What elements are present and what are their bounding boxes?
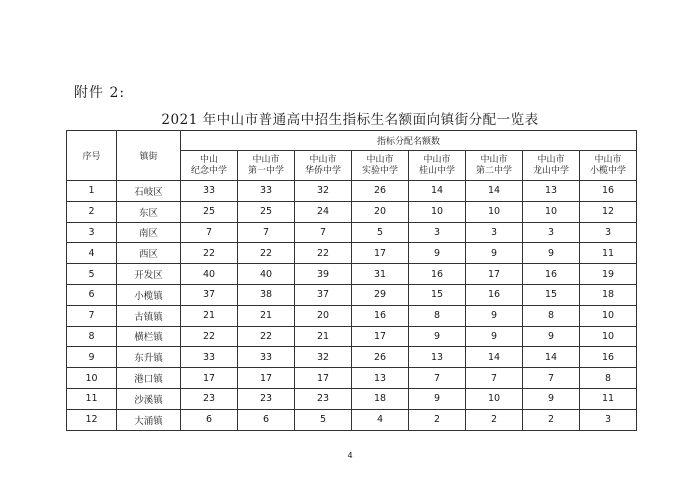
cell-quota: 19 bbox=[580, 264, 637, 285]
cell-quota: 5 bbox=[295, 409, 352, 430]
cell-quota: 15 bbox=[523, 284, 580, 305]
cell-town: 开发区 bbox=[117, 264, 181, 285]
header-school bbox=[295, 151, 352, 181]
cell-quota: 6 bbox=[181, 409, 238, 430]
cell-quota: 10 bbox=[580, 305, 637, 326]
cell-quota: 3 bbox=[466, 222, 523, 243]
cell-town: 东升镇 bbox=[117, 347, 181, 368]
cell-quota: 3 bbox=[523, 222, 580, 243]
cell-quota: 22 bbox=[238, 326, 295, 347]
cell-quota: 9 bbox=[409, 243, 466, 264]
cell-quota: 20 bbox=[295, 305, 352, 326]
cell-quota: 37 bbox=[295, 284, 352, 305]
cell-quota: 7 bbox=[238, 222, 295, 243]
cell-quota: 9 bbox=[409, 388, 466, 409]
cell-quota: 2 bbox=[466, 409, 523, 430]
cell-quota: 22 bbox=[295, 243, 352, 264]
cell-quota: 23 bbox=[181, 388, 238, 409]
header-school-line2: 第一中学 bbox=[247, 165, 284, 176]
table-row bbox=[67, 284, 637, 305]
table-row bbox=[67, 201, 637, 222]
header-seq: 序号 bbox=[67, 131, 117, 181]
cell-quota: 26 bbox=[352, 181, 409, 202]
table-row bbox=[67, 388, 637, 409]
cell-quota: 3 bbox=[580, 222, 637, 243]
table-body bbox=[67, 181, 637, 431]
cell-quota: 17 bbox=[238, 368, 295, 389]
cell-quota: 22 bbox=[181, 243, 238, 264]
header-town: 镇街 bbox=[117, 131, 181, 181]
cell-quota: 16 bbox=[466, 284, 523, 305]
cell-town: 石岐区 bbox=[117, 181, 181, 202]
quota-table bbox=[66, 130, 637, 431]
cell-quota: 14 bbox=[466, 181, 523, 202]
header-school-line2: 华侨中学 bbox=[304, 165, 341, 176]
attachment-label: 附件 2: bbox=[74, 85, 126, 101]
cell-quota: 17 bbox=[352, 243, 409, 264]
cell-quota: 37 bbox=[181, 284, 238, 305]
cell-town: 横栏镇 bbox=[117, 326, 181, 347]
cell-quota: 17 bbox=[352, 326, 409, 347]
cell-seq: 6 bbox=[67, 284, 117, 305]
header-school-line2: 小榄中学 bbox=[590, 165, 627, 176]
cell-quota: 9 bbox=[523, 326, 580, 347]
cell-quota: 10 bbox=[466, 201, 523, 222]
cell-quota: 40 bbox=[181, 264, 238, 285]
cell-town: 小榄镇 bbox=[117, 284, 181, 305]
cell-town: 大涌镇 bbox=[117, 409, 181, 430]
header-school-line2: 第二中学 bbox=[475, 165, 512, 176]
table-row bbox=[67, 347, 637, 368]
cell-quota: 13 bbox=[409, 347, 466, 368]
cell-seq: 5 bbox=[67, 264, 117, 285]
cell-quota: 6 bbox=[238, 409, 295, 430]
cell-seq: 4 bbox=[67, 243, 117, 264]
cell-quota: 16 bbox=[409, 264, 466, 285]
cell-quota: 17 bbox=[466, 264, 523, 285]
cell-quota: 7 bbox=[409, 368, 466, 389]
cell-seq: 1 bbox=[67, 181, 117, 202]
cell-quota: 16 bbox=[523, 264, 580, 285]
cell-quota: 31 bbox=[352, 264, 409, 285]
cell-town: 沙溪镇 bbox=[117, 388, 181, 409]
cell-seq: 3 bbox=[67, 222, 117, 243]
cell-quota: 32 bbox=[295, 181, 352, 202]
cell-town: 南区 bbox=[117, 222, 181, 243]
cell-seq: 2 bbox=[67, 201, 117, 222]
table-row bbox=[67, 243, 637, 264]
header-school-line2: 桂山中学 bbox=[418, 165, 455, 176]
header-school-line1: 中山市 bbox=[366, 154, 394, 165]
cell-quota: 11 bbox=[580, 243, 637, 264]
header-school-line2: 龙山中学 bbox=[532, 165, 569, 176]
cell-quota: 7 bbox=[181, 222, 238, 243]
cell-quota: 10 bbox=[523, 201, 580, 222]
cell-quota: 8 bbox=[523, 305, 580, 326]
header-school-line1: 中山市 bbox=[252, 154, 280, 165]
header-school bbox=[181, 151, 238, 181]
cell-quota: 33 bbox=[181, 347, 238, 368]
cell-quota: 21 bbox=[238, 305, 295, 326]
cell-quota: 3 bbox=[409, 222, 466, 243]
cell-quota: 17 bbox=[181, 368, 238, 389]
header-school bbox=[580, 151, 637, 181]
table-row bbox=[67, 222, 637, 243]
cell-seq: 7 bbox=[67, 305, 117, 326]
cell-quota: 33 bbox=[238, 181, 295, 202]
header-school-line2: 纪念中学 bbox=[190, 165, 227, 176]
cell-quota: 9 bbox=[523, 243, 580, 264]
cell-quota: 11 bbox=[580, 388, 637, 409]
table-row bbox=[67, 181, 637, 202]
cell-quota: 14 bbox=[523, 347, 580, 368]
cell-quota: 24 bbox=[295, 201, 352, 222]
header-school bbox=[238, 151, 295, 181]
cell-quota: 8 bbox=[409, 305, 466, 326]
cell-quota: 18 bbox=[352, 388, 409, 409]
cell-quota: 4 bbox=[352, 409, 409, 430]
cell-quota: 40 bbox=[238, 264, 295, 285]
cell-seq: 10 bbox=[67, 368, 117, 389]
cell-quota: 2 bbox=[523, 409, 580, 430]
header-row-top bbox=[67, 131, 637, 151]
header-school-line1: 中山市 bbox=[594, 154, 622, 165]
cell-quota: 14 bbox=[466, 347, 523, 368]
cell-quota: 32 bbox=[295, 347, 352, 368]
document-title: 2021 年中山市普通高中招生指标生名额面向镇街分配一览表 bbox=[161, 112, 539, 128]
table-row bbox=[67, 305, 637, 326]
header-school bbox=[352, 151, 409, 181]
cell-quota: 15 bbox=[409, 284, 466, 305]
cell-quota: 10 bbox=[409, 201, 466, 222]
header-school-line1: 中山市 bbox=[423, 154, 451, 165]
cell-town: 西区 bbox=[117, 243, 181, 264]
cell-quota: 16 bbox=[352, 305, 409, 326]
header-school bbox=[409, 151, 466, 181]
table-row bbox=[67, 326, 637, 347]
header-school bbox=[523, 151, 580, 181]
cell-quota: 25 bbox=[238, 201, 295, 222]
cell-quota: 22 bbox=[181, 326, 238, 347]
cell-quota: 16 bbox=[580, 181, 637, 202]
cell-quota: 18 bbox=[580, 284, 637, 305]
cell-quota: 20 bbox=[352, 201, 409, 222]
table-row bbox=[67, 264, 637, 285]
cell-seq: 11 bbox=[67, 388, 117, 409]
cell-quota: 21 bbox=[181, 305, 238, 326]
header-quota-group: 指标分配名额数 bbox=[181, 131, 637, 151]
cell-quota: 3 bbox=[580, 409, 637, 430]
cell-town: 古镇镇 bbox=[117, 305, 181, 326]
header-school-line1: 中山市 bbox=[537, 154, 565, 165]
cell-quota: 10 bbox=[580, 326, 637, 347]
header-school-line2: 实验中学 bbox=[361, 165, 398, 176]
cell-quota: 13 bbox=[352, 368, 409, 389]
cell-quota: 26 bbox=[352, 347, 409, 368]
cell-quota: 29 bbox=[352, 284, 409, 305]
cell-quota: 38 bbox=[238, 284, 295, 305]
cell-quota: 9 bbox=[409, 326, 466, 347]
cell-quota: 33 bbox=[238, 347, 295, 368]
cell-quota: 2 bbox=[409, 409, 466, 430]
cell-seq: 12 bbox=[67, 409, 117, 430]
page-number: 4 bbox=[347, 451, 353, 460]
cell-quota: 7 bbox=[295, 222, 352, 243]
table-row bbox=[67, 368, 637, 389]
cell-quota: 9 bbox=[466, 326, 523, 347]
cell-quota: 17 bbox=[295, 368, 352, 389]
cell-quota: 14 bbox=[409, 181, 466, 202]
cell-quota: 7 bbox=[466, 368, 523, 389]
cell-quota: 10 bbox=[466, 388, 523, 409]
cell-quota: 23 bbox=[238, 388, 295, 409]
cell-seq: 8 bbox=[67, 326, 117, 347]
cell-quota: 22 bbox=[238, 243, 295, 264]
cell-quota: 21 bbox=[295, 326, 352, 347]
cell-town: 东区 bbox=[117, 201, 181, 222]
cell-quota: 39 bbox=[295, 264, 352, 285]
cell-quota: 9 bbox=[466, 243, 523, 264]
cell-quota: 23 bbox=[295, 388, 352, 409]
cell-quota: 5 bbox=[352, 222, 409, 243]
table-row bbox=[67, 409, 637, 430]
cell-town: 港口镇 bbox=[117, 368, 181, 389]
cell-quota: 33 bbox=[181, 181, 238, 202]
cell-quota: 25 bbox=[181, 201, 238, 222]
cell-seq: 9 bbox=[67, 347, 117, 368]
header-school-line1: 中山 bbox=[199, 154, 218, 165]
cell-quota: 13 bbox=[523, 181, 580, 202]
header-school-line1: 中山市 bbox=[309, 154, 337, 165]
cell-quota: 12 bbox=[580, 201, 637, 222]
cell-quota: 9 bbox=[523, 388, 580, 409]
cell-quota: 9 bbox=[466, 305, 523, 326]
cell-quota: 7 bbox=[523, 368, 580, 389]
cell-quota: 16 bbox=[580, 347, 637, 368]
cell-quota: 8 bbox=[580, 368, 637, 389]
header-school bbox=[466, 151, 523, 181]
header-school-line1: 中山市 bbox=[480, 154, 508, 165]
